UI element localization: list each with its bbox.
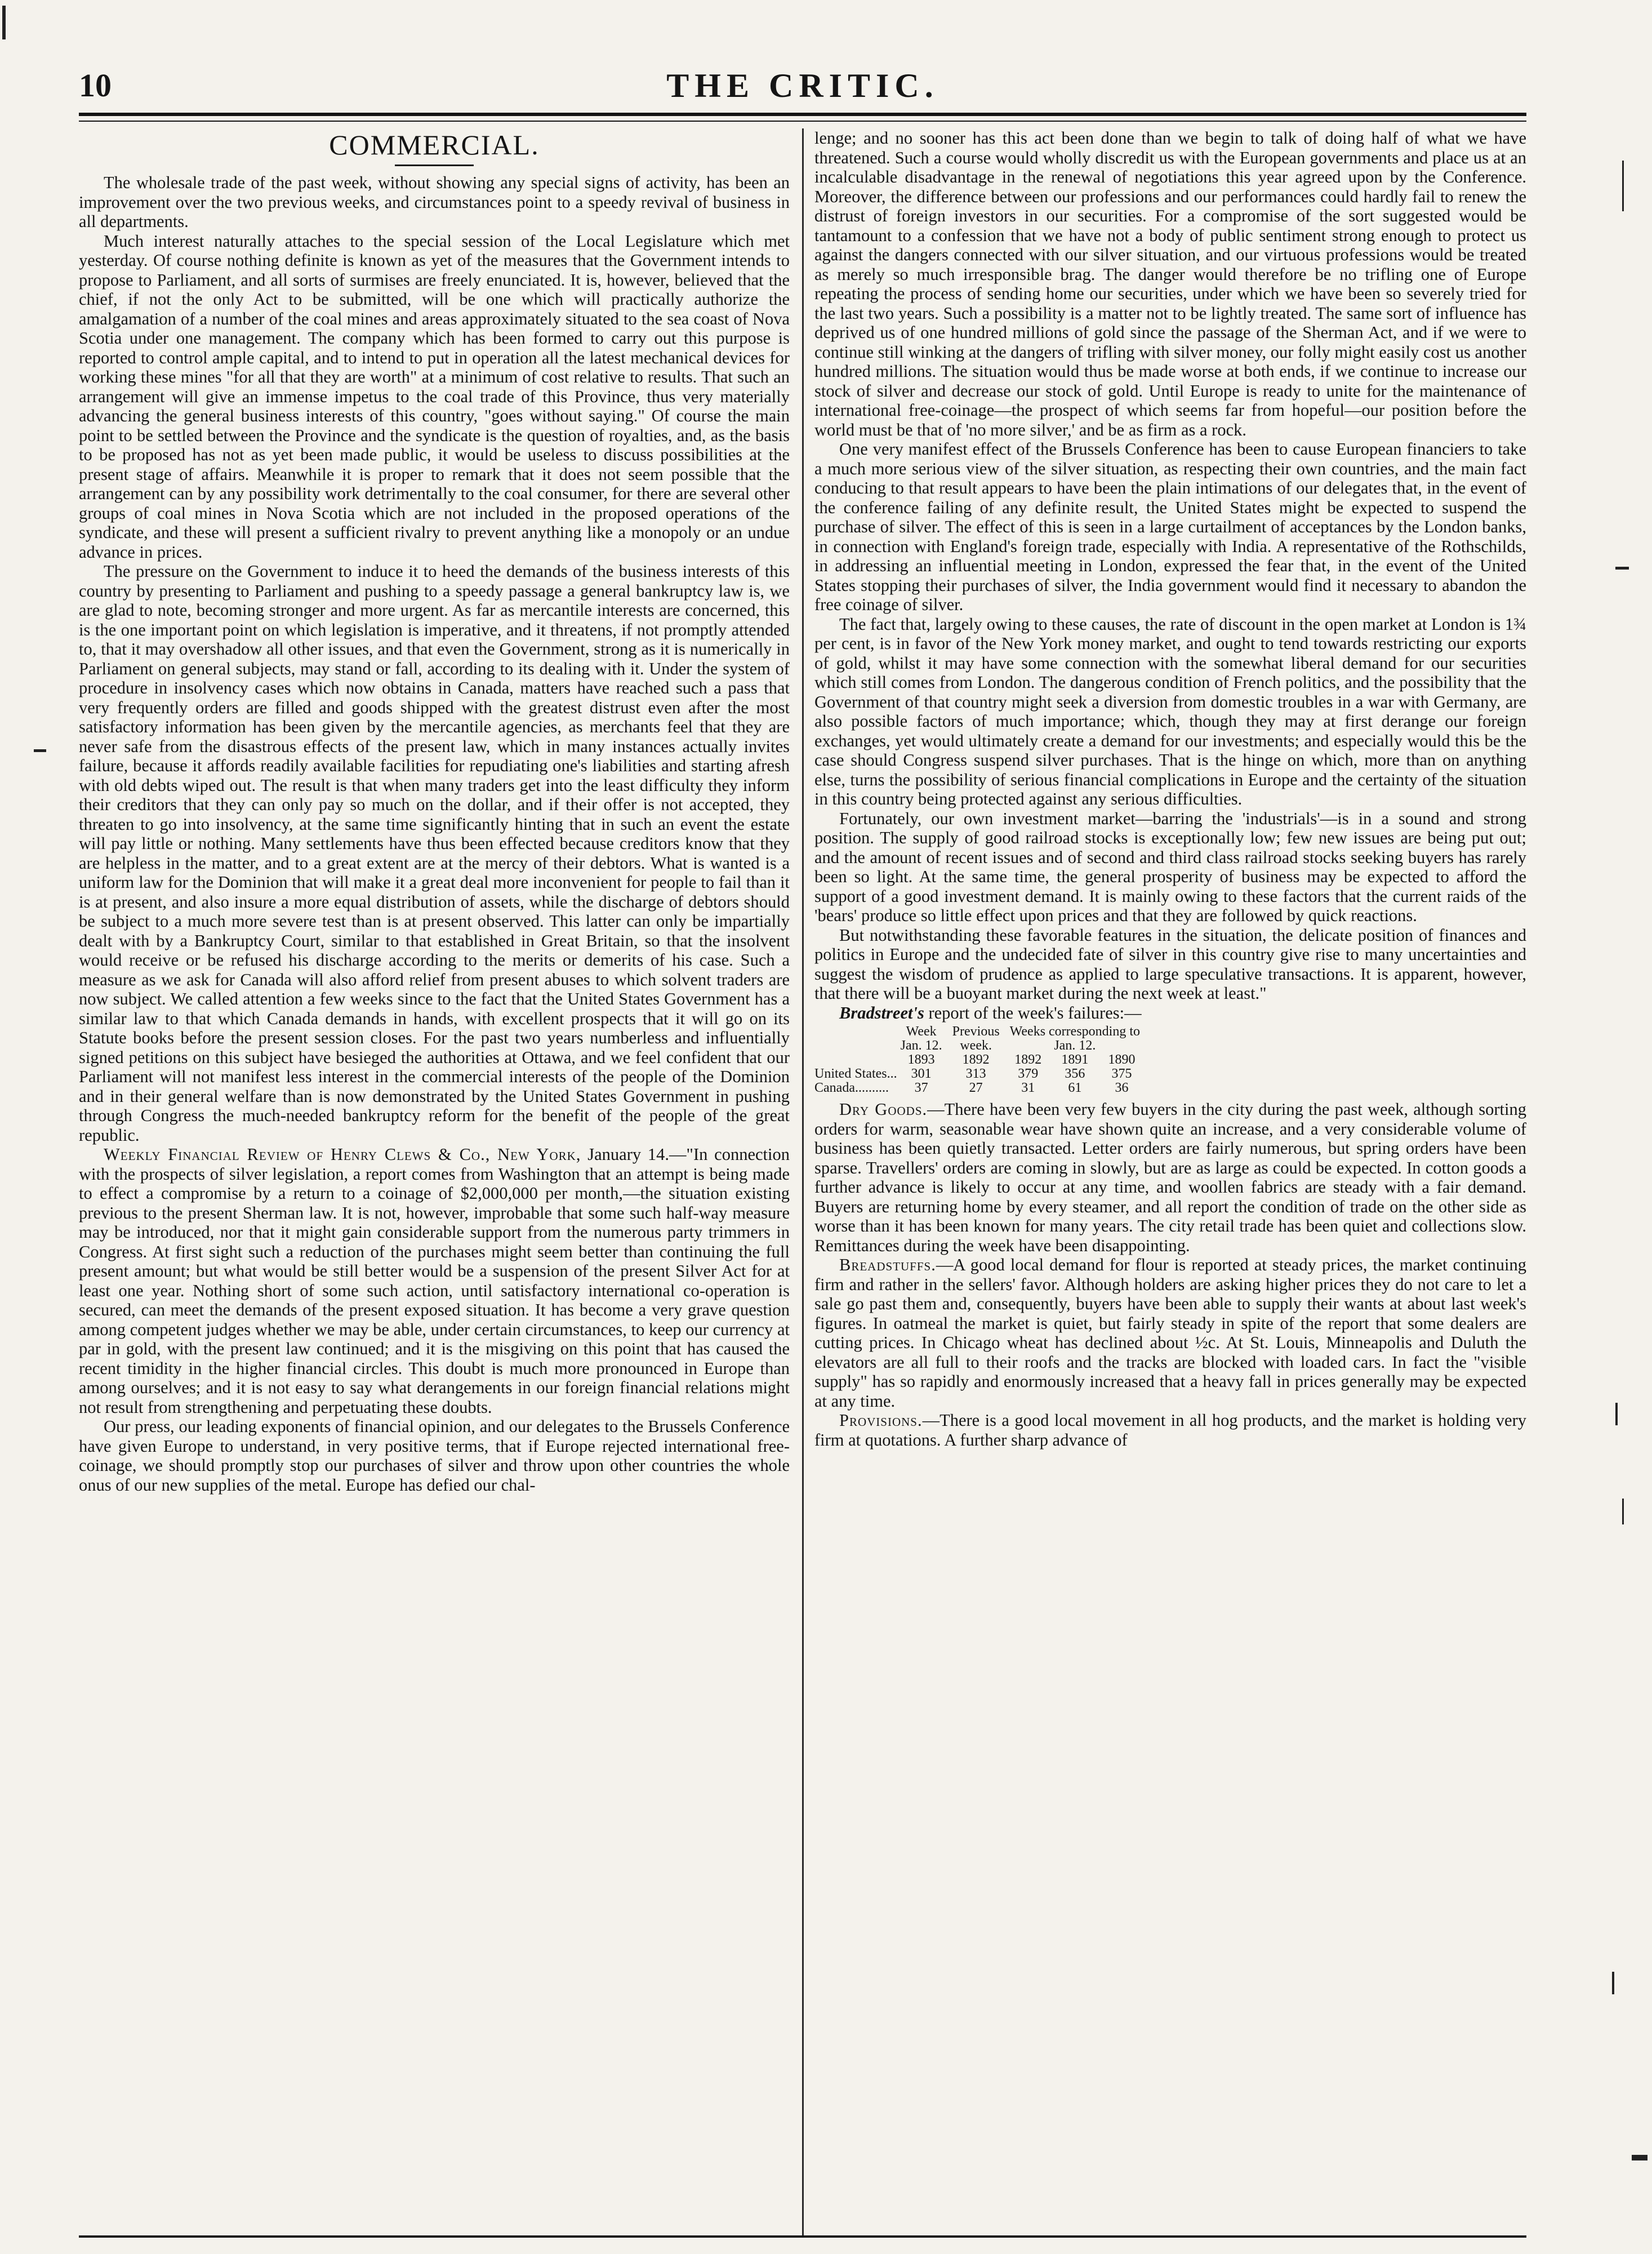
header-rule-thin	[79, 121, 1526, 122]
failures-table-header-blank	[814, 1025, 901, 1039]
failures-table-subheader-row	[814, 1039, 1150, 1053]
column-divider	[802, 128, 804, 2235]
failures-table-year: 1893	[907, 1052, 935, 1067]
failures-cell: 313	[965, 1066, 986, 1081]
paragraph-provisions	[814, 1411, 1526, 1450]
right-column	[814, 128, 1526, 2233]
failures-table-row	[814, 1081, 1150, 1095]
failures-table-header-blank	[814, 1039, 901, 1053]
paragraph-brussels-press: Our press, our leading exponents of financial opinion, and our delegates to the Brussels Conference have given Europe to understand, in very positive terms, that if Europe rejected international free-coinage, we should promptly stop our purchases of silver and throw upon other countries the whole onus of our new supplies of the metal. Europe has defied our chal-	[79, 1417, 790, 1495]
failures-table-years-row	[814, 1053, 1150, 1067]
heading-rule	[395, 165, 474, 166]
page-number: 10	[79, 67, 112, 104]
masthead-title: THE CRITIC.	[666, 67, 939, 104]
bradstreet-name: Bradstreet's	[839, 1003, 924, 1022]
paragraph-wholesale-trade: The wholesale trade of the past week, without showing any special signs of activity, has been an improvement over the two previous weeks, and circumstances point to a speedy revival of business in all departments.	[79, 173, 790, 231]
clews-review-text: January 14.—"In connection with the prospects of silver legislation, a report comes from Washington that an attempt is being made to effect a compromise by a return to a coinage of $2,000,000 per month,—the situation existing previous to the present Sherman law. It is not, however, improbable that some such half-way measure may be introduced, nor that it might gain considerable support from the numerous party trimmers in Congress. At first sight such a reduction of the purchases might seem better than continuing the full present amount; but what would be still better would be a suspension of the present Silver Act for at least one year. Nothing short of some such action, until satisfactory international co-operation is secured, can meet the demands of the present exposed situation. It has become a very grave question among competent judges whether we may be able, under certain circumstances, to keep our currency at par in gold, with the present law continued; and it is the misgiving on this point that has caused the recent timidity in the higher financial circles. This doubt is much more pronounced in Europe than among ourselves; and it is not easy to say what derangements in our foreign financial relations might not result from strengthening and perpetuating these doubts.	[79, 1145, 790, 1417]
failures-table-year: 1892	[962, 1052, 990, 1067]
failures-table-year: 1890	[1108, 1052, 1136, 1067]
margin-mark	[1622, 1499, 1624, 1524]
paragraph-breadstuffs	[814, 1255, 1526, 1411]
failures-cell: 301	[911, 1066, 932, 1081]
paragraph-brussels-effect: One very manifest effect of the Brussels Conference has been to cause European financiers to take a much more serious view of the silver situation, as respecting their own countries, and the main fact conducing to that result appears to have been the plain intimations of our delegates that, in the event of the conference failing of any definite result, the United States might be expected to suspend the purchase of silver. The effect of this is seen in a large curtailment of acceptances by the London banks, in connection with England's foreign trade, especially with India. A representative of the Rothschilds, in addressing an influential meeting in London, expressed the fear that, in the event of the United States stopping their purchases of silver, the India government would find it necessary to abandon the free coinage of silver.	[814, 439, 1526, 614]
margin-mark	[1615, 567, 1629, 570]
failures-table-header-cell: Week	[906, 1024, 937, 1039]
dry-goods-text: —There have been very few buyers in the city during the past week, although sorting orders for warm, seasonable wear have shown quite an increase, and a very considerable volume of business has been quietly transacted. Letter orders are fairly numerous, but spring orders have been sparse. Travellers' orders are coming in slowly, but are as large as could be expected. In cotton goods a further advance is likely to occur at any time, and woollen fabrics are steady with a fair demand. Buyers are returning home by every steamer, and all report the condition of trade on the other side as worse than it has been known for many years. The city retail trade has been quiet and collections slow. Remittances during the week have been disappointing.	[814, 1100, 1526, 1255]
header-rule-thick	[79, 113, 1526, 116]
failures-table-year: 1892	[1014, 1052, 1042, 1067]
failures-table-year: 1891	[1061, 1052, 1089, 1067]
paragraph-clews-review	[79, 1145, 790, 1417]
failures-row-label: Canada..........	[814, 1081, 889, 1095]
paragraph-local-legislature: Much interest naturally attaches to the special session of the Local Legislature which met yesterday. Of course nothing definite is known as yet of the measures that the Government intends to propose to Parliament, and all sorts of surmises are freely enunciated. It is, however, believed that the chief, if not the only Act to be submitted, will be one which will practically authorize the amalgamation of a number of the coal mines and areas approximately situated to the sea coast of Nova Scotia under one management. The company which has been formed to carry out this purpose is reported to control ample capital, and to intend to put in operation all the latest mechanical devices for working these mines "for all that they are worth" at a minimum of cost relative to results. That such an arrangement will give an immense impetus to the coal trade of this Province, thus very materially advancing the general business interests of this country, "goes without saying." Of course the main point to be settled between the Province and the syndicate is the question of royalties, and, as the basis to be proposed has not as yet been made public, it would be useless to discuss possibilities at the present stage of affairs. Meanwhile it is proper to remark that it does not seem possible that the arrangement can by any possibility work detrimentally to the coal consumer, for there are several other groups of coal mines in Nova Scotia which are not included in the proposed operations of the syndicate, and these will present a sufficient rivalry to prevent anything like a monopoly or an undue advance in prices.	[79, 231, 790, 562]
paragraph-bradstreet-intro	[814, 1003, 1526, 1023]
dry-goods-lead: Dry Goods.	[839, 1100, 928, 1119]
failures-table-header-cell: Previous	[952, 1024, 1000, 1039]
margin-mark	[1612, 1972, 1614, 1994]
paragraph-bankruptcy-law: The pressure on the Government to induce it to heed the demands of the business interests of this country by presenting to Parliament and pushing to a speedy passage a general bankruptcy law is, we are glad to note, becoming stronger and more urgent. As far as mercantile interests are concerned, this is the one important point on which legislation is imperative, and it threatens, if not promptly attended to, that it may overshadow all other issues, and that even the Government, strong as it is numerically in Parliament on general subjects, may stand or fall, according to its dealing with it. Under the system of procedure in insolvency cases which now obtains in Canada, matters have reached such a pass that very frequently orders are filled and goods shipped with the greatest distrust even after the most satisfactory information has been given by the mercantile agencies, as merchants feel that they are never safe from the disastrous effects of the present law, which in many instances actually invites failure, because it affords readily available facilities for repudiating one's liabilities and starting afresh with old debts wiped out. The result is that when many traders get into the least difficulty they inform their creditors that they can only pay so much on the dollar, and if their offer is not accepted, they threaten to go into insolvency, at the same time significantly hinting that in such an event the estate will pay little or nothing. Many settlements have thus been effected because creditors know that they are helpless in the matter, and to a great extent are at the mercy of their debtors. What is wanted is a uniform law for the Dominion that will make it a great deal more inconvenient for people to fail than it is at present, and also insure a more equal distribution of assets, while the discharge of debtors should be subject to a much more severe test than is at present observed. This latter can only be impartially dealt with by a Bankruptcy Court, similar to that established in Great Britain, so that the insolvent would receive or be refused his discharge according to the merits or demerits of his case. Such a measure as we ask for Canada will also afford relief from present abuses to which solvent traders are now subject. We called attention a few weeks since to the fact that the United States Government has a similar law to that which Canada demands in hands, with excellent prospects that it will go on its Statute books before the present session closes. For the past two years numberless and influentially signed petitions on this subject have besieged the authorities at Ottawa, and we feel confident that our Parliament will not manifest less interest in the commercial interests of the people of the Dominion and in their general welfare than is now demonstrated by the United States Government in pushing through Congress the much-needed bankruptcy reform for the benefit of the people of the great republic.	[79, 562, 790, 1145]
failures-table-subheader-cell: Jan. 12.	[1054, 1038, 1096, 1053]
paragraph-favorable-features: But notwithstanding these favorable features in the situation, the delicate position of finances and politics in Europe and the undecided fate of silver in this country give rise to many uncertainties and suggest the wisdom of prudence as applied to large speculative transactions. It is apparent, however, that there will be a buoyant market during the next week at least."	[814, 925, 1526, 1003]
failures-cell: 375	[1111, 1066, 1132, 1081]
failures-cell: 61	[1068, 1081, 1082, 1095]
section-heading-commercial: COMMERCIAL.	[329, 129, 540, 161]
provisions-lead: Provisions.	[839, 1411, 923, 1430]
paragraph-challenge-continued: lenge; and no sooner has this act been done than we begin to talk of doing half of what we have threatened. Such a course would wholly discredit us with the European governments and place us at an incalculable disadvantage in the renewal of negotiations this year agreed upon by the Conference. Moreover, the difference between our professions and our performances could hardly fail to renew the distrust of foreign investors in our securities. For a compromise of the sort suggested would be tantamount to a confession that we have not a body of public sentiment strong enough to protect us against the dangers connected with our silver situation, and our virtuous professions would be treated as merely so much irresponsible brag. The danger would therefore be no trifling one of Europe repeating the process of sending home our securities, under which we have been so severely tried for the last two years. Such a possibility is a matter not to be lightly treated. The same sort of influence has deprived us of one hundred millions of gold since the passage of the Sherman Act, and if we were to continue still winking at the dangers of trifling with silver money, our folly might easily cost us another hundred millions. The situation would thus be made worse at both ends, if we continue to increase our stock of silver and decrease our stock of gold. Until Europe is ready to unite for the maintenance of international free-coinage—the prospect of which seems far from hopeful—our position before the world must be that of 'no more silver,' and be as firm as a rock.	[814, 128, 1526, 439]
failures-table-header-cell: Weeks corresponding to	[1009, 1024, 1140, 1039]
margin-mark	[1632, 2155, 1647, 2160]
margin-mark	[34, 749, 46, 752]
failures-table-subheader-cell: Jan. 12.	[900, 1038, 942, 1053]
footer-rule	[79, 2235, 1526, 2238]
bradstreet-intro-text: report of the week's failures:—	[924, 1003, 1142, 1022]
failures-table-header-blank	[814, 1053, 901, 1067]
failures-cell: 379	[1018, 1066, 1039, 1081]
failures-table-header-row	[814, 1025, 1150, 1039]
clews-review-lead: Weekly Financial Review of Henry Clews & Co., New York,	[104, 1145, 581, 1164]
failures-table-row	[814, 1067, 1150, 1081]
margin-mark	[1622, 161, 1624, 211]
failures-cell: 27	[969, 1081, 983, 1095]
provisions-text: —There is a good local movement in all hog products, and the market is holding very firm at quotations. A further sharp advance of	[814, 1411, 1526, 1450]
paragraph-discount-rate: The fact that, largely owing to these causes, the rate of discount in the open market at London is 1¾ per cent, is in favor of the New York money market, and ought to tend towards restricting our exports of gold, whilst it may have some connection with the somewhat liberal demand for our securities which still comes from London. The dangerous condition of French politics, and the possibility that the Government of that country might seek a diversion from domestic troubles in a war with Germany, are also possible factors of much importance; which, though they may at first derange our foreign exchanges, yet would ultimately create a demand for our investments; and especially would this be the case should Congress suspend silver purchases. That is the hinge on which, more than on anything else, turns the possibility of serious financial complications in Europe and the certainty of the situation in this country being protected against any serious difficulties.	[814, 614, 1526, 808]
breadstuffs-text: —A good local demand for flour is reported at steady prices, the market continuing firm and rather in the sellers' favor. Although holders are asking higher prices they do not care to let a sale go past them and, consequently, buyers have been able to supply their wants at about last week's figures. In oatmeal the market is quiet, but fairly steady in spite of the report that some dealers are cutting prices. In Chicago wheat has declined about ½c. At St. Louis, Minneapolis and Duluth the elevators are all full to their roofs and the tracks are blocked with loaded cars. In fact the "visible supply" has so rapidly and enormously increased that a heavy fall in prices generally may be expected at any time.	[814, 1255, 1526, 1411]
breadstuffs-lead: Breadstuffs.	[839, 1255, 936, 1274]
failures-table	[814, 1025, 1150, 1095]
failures-row-label: United States...	[814, 1066, 897, 1081]
failures-cell: 37	[914, 1081, 928, 1095]
margin-mark	[1615, 1403, 1618, 1425]
failures-cell: 356	[1065, 1066, 1085, 1081]
failures-cell: 31	[1021, 1081, 1035, 1095]
margin-mark	[2, 6, 6, 39]
paragraph-dry-goods	[814, 1100, 1526, 1255]
page-header	[79, 66, 1526, 112]
failures-table-subheader-cell: week.	[960, 1038, 992, 1053]
left-column	[79, 128, 790, 2233]
paragraph-investment-market: Fortunately, our own investment market—barring the 'industrials'—is in a sound and strong position. The supply of good railroad stocks is exceptionally low; few new issues are being put out; and the amount of recent issues and of second and third class railroad stocks seeking buyers has rarely been so light. At the same time, the general prosperity of business may be expected to afford the support of a good investment demand. It is mainly owing to these factors that the current raids of the 'bears' produce so little effect upon prices and that they are followed by quick reactions.	[814, 808, 1526, 925]
failures-cell: 36	[1115, 1081, 1129, 1095]
